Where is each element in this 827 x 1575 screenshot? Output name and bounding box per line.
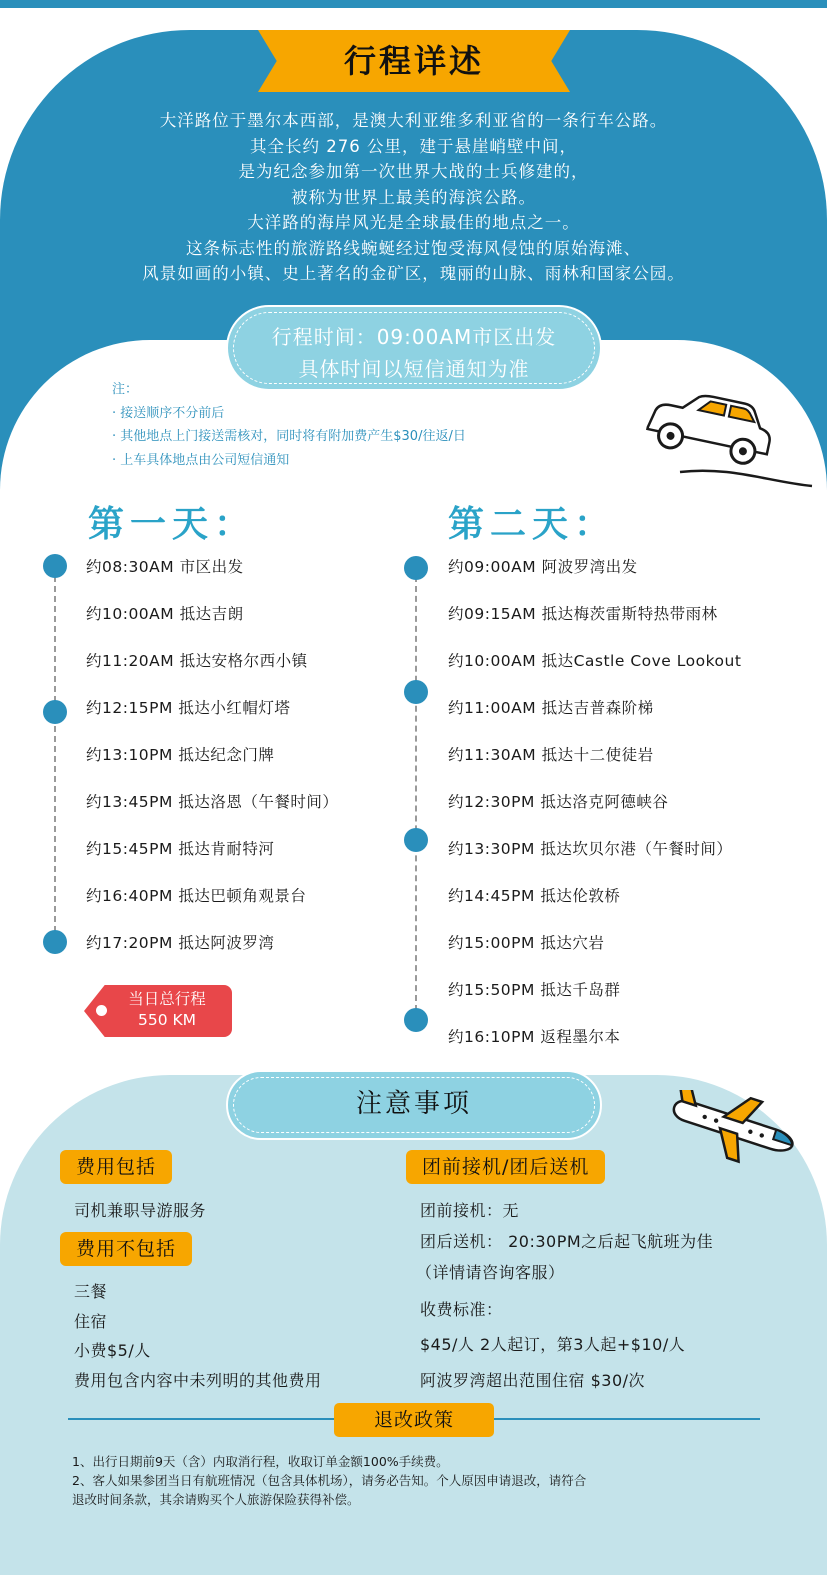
timeline-dot [43,700,67,724]
intro-line: 其全长约 276 公里，建于悬崖峭壁中间， [250,136,577,156]
transfer-dropoff: 团后送机： 20:30PM之后起飞航班为佳 [420,1232,714,1251]
timeline-dot [404,680,428,704]
day1-item: 约08:30AM 市区出发 [86,558,244,576]
day1-item: 约13:45PM 抵达洛恩（午餐时间） [86,793,339,811]
day1-item: 约15:45PM 抵达肯耐特河 [86,840,275,858]
transfer-dropoff-note: （详情请咨询客服） [416,1263,565,1282]
schedule-time: 行程时间：09:00AM市区出发 [271,325,557,349]
day2-item: 约15:50PM 抵达千岛群 [448,981,621,999]
notes-block [112,378,466,472]
policy-text [72,1452,772,1509]
transfer-pickup: 团前接机：无 [420,1201,520,1220]
airplane-icon [662,1090,802,1170]
policy-line: 2、客人如果参团当日有航班情况（包含具体机场），请务必告知。个人原因申请退改，请符合 [72,1473,587,1488]
top-bar [0,0,827,8]
intro-line: 被称为世界上最美的海滨公路。 [291,187,536,207]
timeline-dot [404,556,428,580]
intro-line: 是为纪念参加第一次世界大战的士兵修建的， [238,162,589,181]
policy-line: 退改时间条款，其余请购买个人旅游保险获得补偿。 [72,1492,360,1507]
day2-item: 约10:00AM 抵达Castle Cove Lookout [448,652,742,670]
distance-label: 当日总行程 [128,990,206,1008]
day1-item: 约10:00AM 抵达吉朗 [86,605,244,623]
fees-excluded-item: 费用包含内容中未列明的其他费用 [74,1371,322,1390]
intro-line: 大洋路的海岸风光是全球最佳的地点之一。 [247,213,580,232]
day1-item: 约11:20AM 抵达安格尔西小镇 [86,652,308,670]
notes-heading: 注： [112,382,139,397]
day1-item: 约13:10PM 抵达纪念门牌 [86,746,275,764]
day2-item: 约15:00PM 抵达穴岩 [448,934,605,952]
day2-title: 第二天： [448,504,617,545]
policy-label: 退改政策 [334,1403,494,1437]
timeline-dot [404,1008,428,1032]
day2-item: 约11:30AM 抵达十二使徒岩 [448,746,654,764]
note-item: · 接送顺序不分前后 [112,405,225,421]
transfer-label: 团前接机/团后送机 [406,1150,605,1184]
day2-item: 约13:30PM 抵达坎贝尔港（午餐时间） [448,840,733,858]
fees-included-label: 费用包括 [60,1150,172,1184]
car-icon [620,388,820,498]
fees-excluded-item: 三餐 [74,1282,108,1301]
policy-line: 1、出行日期前9天（含）内取消行程，收取订单金额100%手续费。 [72,1454,449,1469]
day2-item: 约12:30PM 抵达洛克阿德峡谷 [448,793,669,811]
note-item: · 其他地点上门接送需核对，同时将有附加费产生$30/往返/日 [112,429,466,444]
schedule-note: 具体时间以短信通知为准 [298,357,530,381]
day2-item: 约09:00AM 阿波罗湾出发 [448,558,638,576]
distance-value: 550 KM [137,1011,197,1029]
day1-title: 第一天： [88,504,257,545]
day2-item: 约14:45PM 抵达伦敦桥 [448,887,621,905]
fees-excluded-label: 费用不包括 [60,1232,192,1266]
fees-included-item: 司机兼职导游服务 [74,1201,207,1220]
day1-item: 约12:15PM 抵达小红帽灯塔 [86,699,291,717]
timeline-dot [43,554,67,578]
intro-line: 大洋路位于墨尔本西部，是澳大利亚维多利亚省的一条行车公路。 [159,111,668,130]
timeline-dot [43,930,67,954]
fees-excluded-item: 住宿 [74,1312,108,1331]
distance-text [112,989,222,1031]
extra-fee-line: 阿波罗湾超出范围住宿 $30/次 [420,1371,646,1390]
tag-hole [96,1005,107,1016]
page-title: 行程详述 [343,42,484,80]
note-item: · 上车具体地点由公司短信通知 [112,452,290,468]
day1-item: 约16:40PM 抵达巴顿角观景台 [86,887,307,905]
notice-pill [226,1070,602,1140]
intro-text [40,108,787,287]
fees-excluded-item: 小费$5/人 [74,1341,151,1360]
day1-timeline-line [54,566,56,942]
intro-line: 风景如画的小镇、史上著名的金矿区，瑰丽的山脉、雨林和国家公园。 [142,264,685,283]
day2-timeline-line [415,566,417,1021]
timeline-dot [404,828,428,852]
intro-line: 这条标志性的旅游路线蜿蜒经过饱受海风侵蚀的原始海滩、 [186,238,641,258]
day1-item: 约17:20PM 抵达阿波罗湾 [86,934,275,952]
fee-line: $45/人 2人起订，第3人起+$10/人 [420,1335,686,1354]
notice-title: 注意事项 [355,1089,472,1119]
day2-item: 约16:10PM 返程墨尔本 [448,1028,621,1046]
day2-item: 约09:15AM 抵达梅茨雷斯特热带雨林 [448,605,718,623]
day2-item: 约11:00AM 抵达吉普森阶梯 [448,699,654,717]
fee-heading: 收费标准： [420,1300,503,1319]
title-ribbon [258,30,570,92]
